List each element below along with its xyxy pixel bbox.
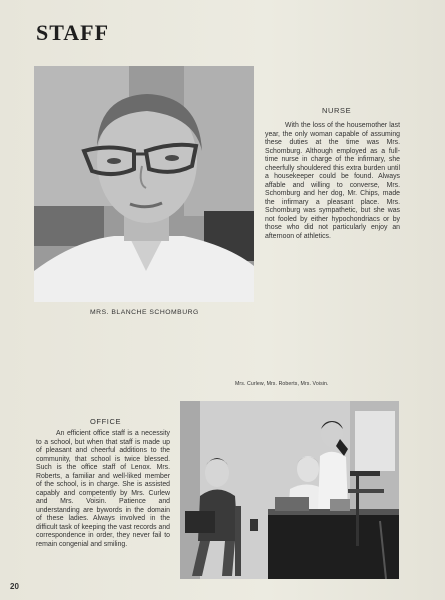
office-staff-photo xyxy=(180,401,399,579)
page-title: STAFF xyxy=(36,20,110,45)
nurse-heading: NURSE xyxy=(322,106,352,115)
office-caption: Mrs. Curlew, Mrs. Roberts, Mrs. Voisin. xyxy=(235,381,329,387)
nurse-paragraph: With the loss of the housemother last year, the only woman capable of assuming these duties at the time was Mrs. Schomburg. Although employed as a full-time nurse in charge of the infirmary, she cheerfully shouldered this extra burden until a housekeeper could be found. Always affable and willing to converse, Mrs. Schomburg and her dog, Mr. Chips, made the infirmary a pleasant place. Mrs. Schomburg was sympathetic, but she was not fooled by either hypochondriacs or by those who did not particularly enjoy an afternoon of athletics. xyxy=(265,122,400,240)
nurse-portrait-photo xyxy=(34,66,254,302)
office-heading: OFFICE xyxy=(90,417,122,426)
page-number: 20 xyxy=(10,582,19,591)
nurse-caption: MRS. BLANCHE SCHOMBURG xyxy=(90,309,199,316)
office-paragraph: An efficient office staff is a necessity to a school, but when that staff is made up of pleasant and cheerful additions to the community, that school is twice blessed. Such is the office staff of Lenox. Mrs. Roberts, a familiar and well-liked member of the school, is in charge. She is assisted capably and competently by Mrs. Curlew and Mrs. Voisin. Patience and understanding are bywords in the domain of these ladies. Always involved in the difficult task of keeping the vast records and correspondence in order, they never fail to remain congenial and smiling. xyxy=(36,430,170,548)
